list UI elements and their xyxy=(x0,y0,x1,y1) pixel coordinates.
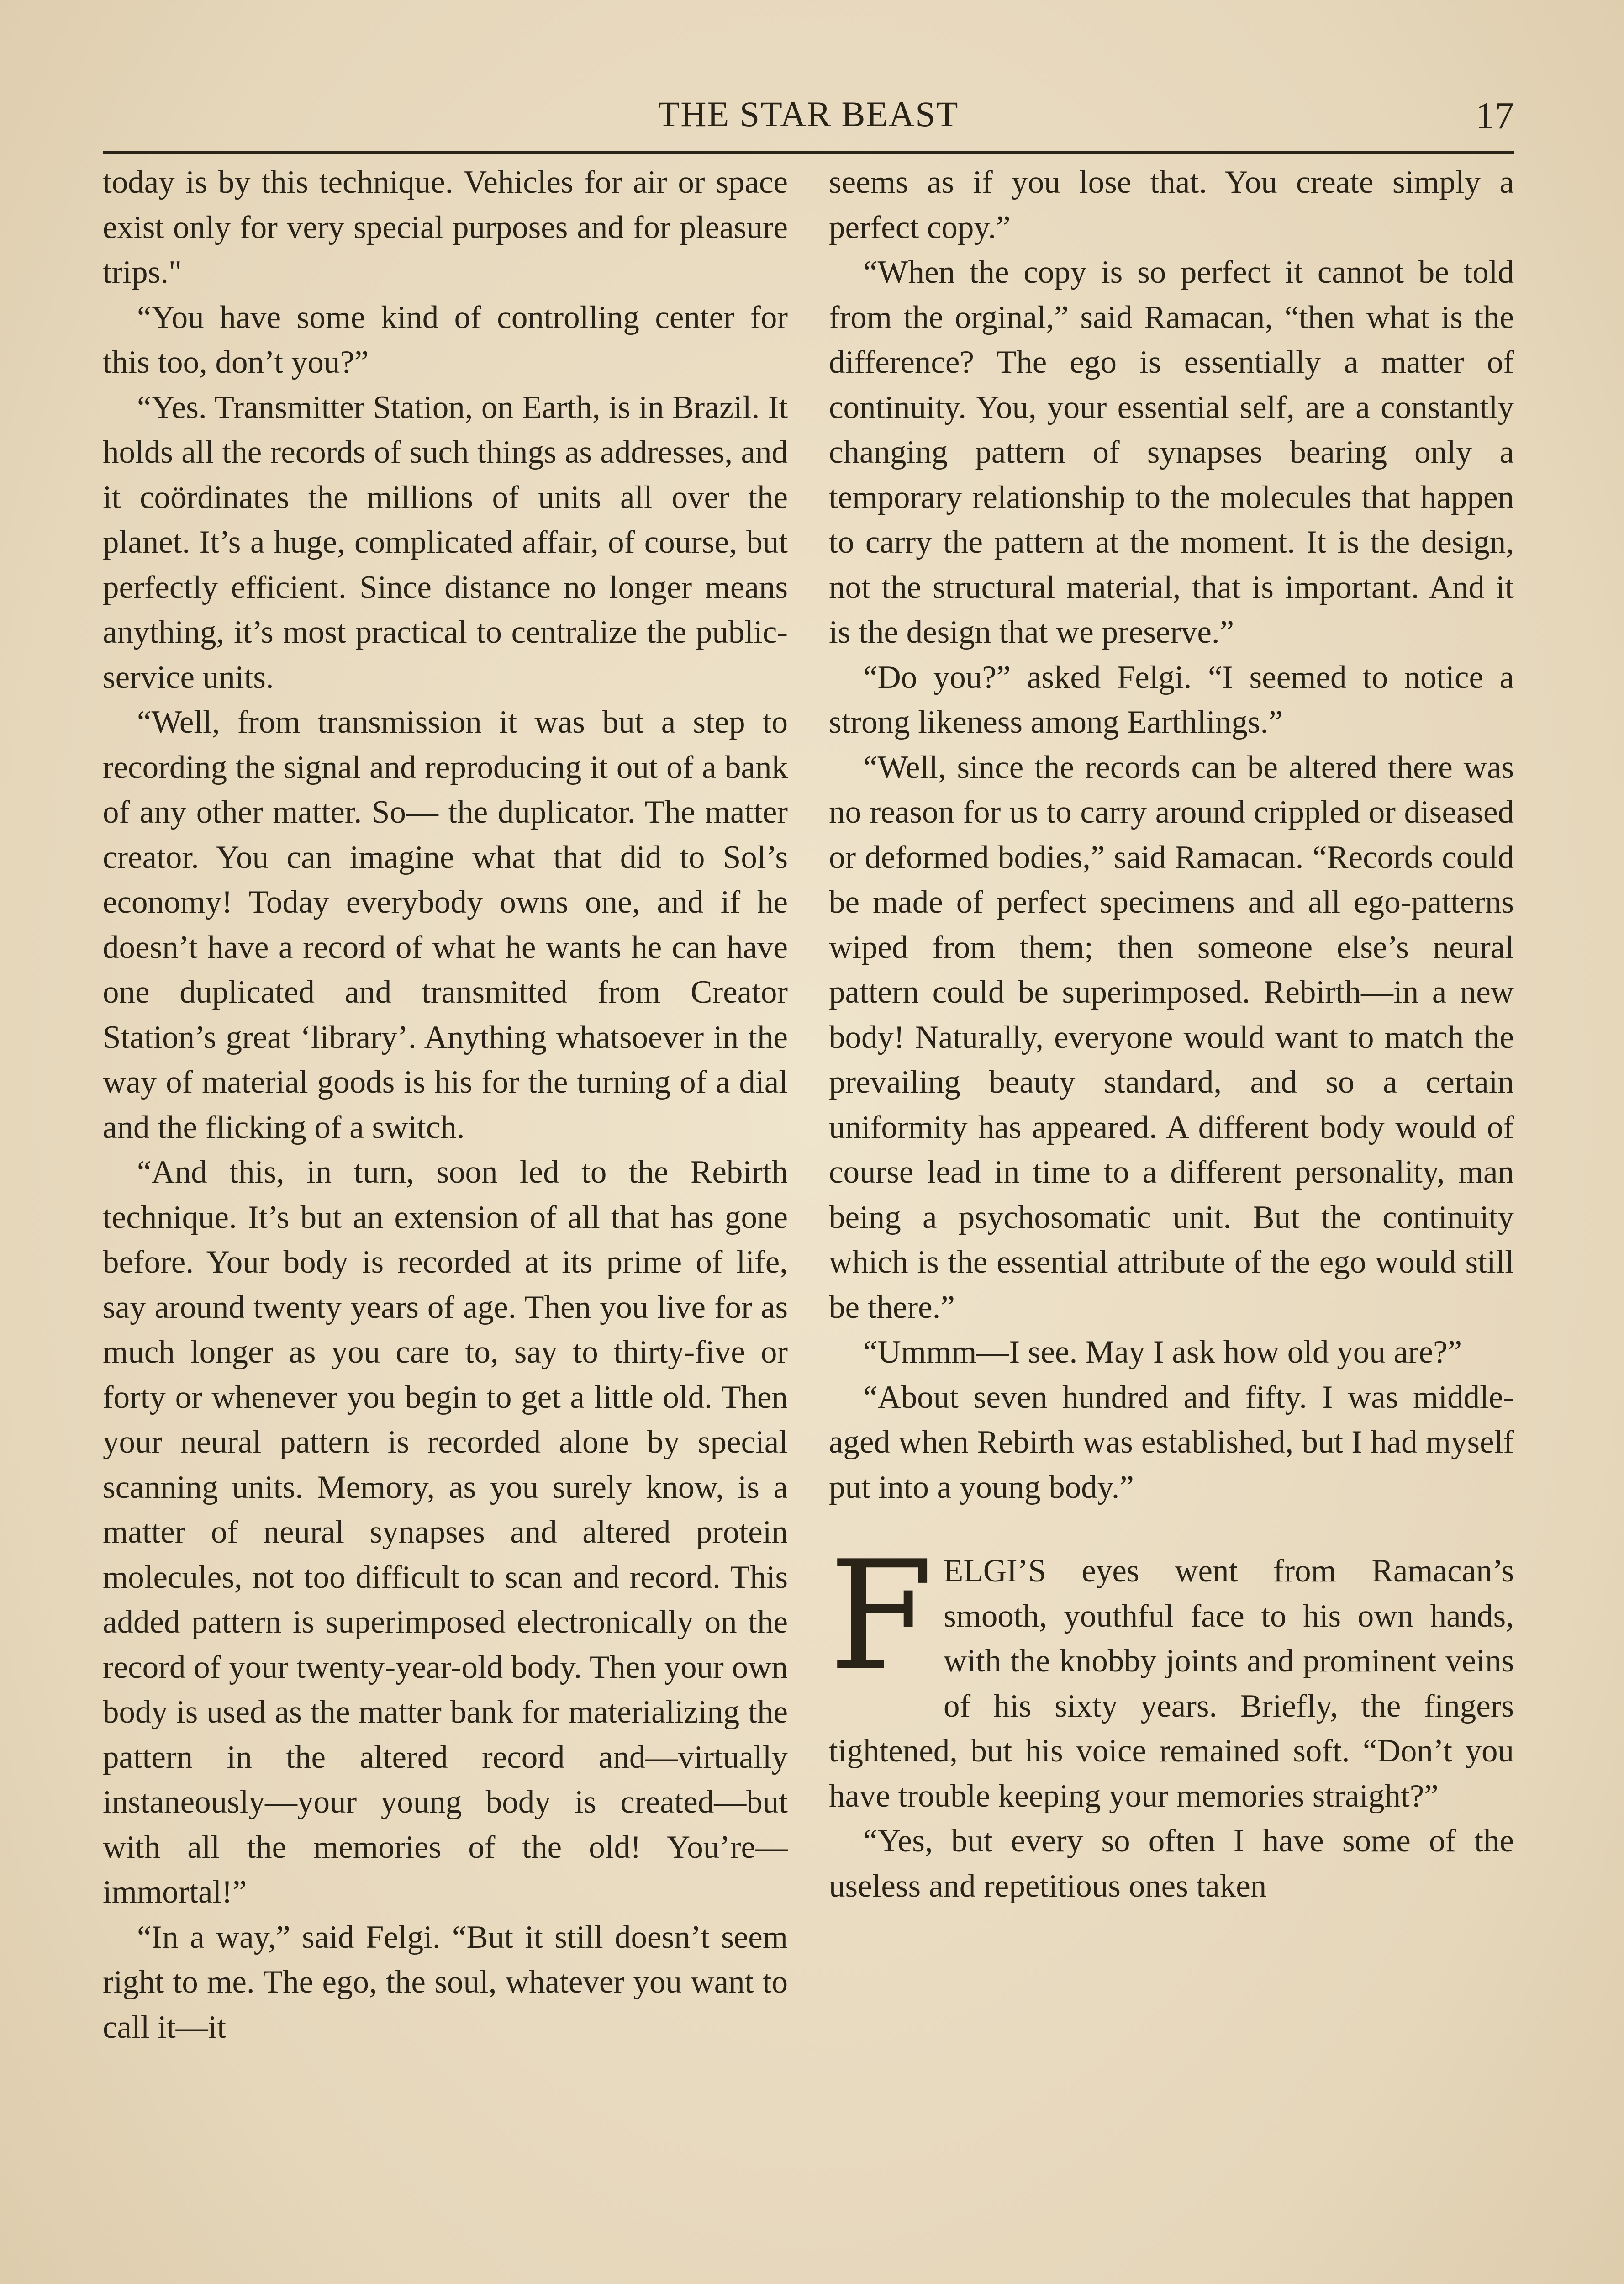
page-number: 17 xyxy=(1476,95,1514,137)
paragraph: “You have some kind of controlling center for this too, don’t you?” xyxy=(103,299,788,380)
paragraph: seems as if you lose that. You create simply a perfect copy.” xyxy=(829,164,1514,245)
paragraph: today is by this technique. Vehicles for air or space exist only for very special purposes and for pleasure trips." xyxy=(103,164,788,290)
running-title: THE STAR BEAST xyxy=(658,94,959,134)
right-column xyxy=(829,160,1514,2284)
page-header xyxy=(103,94,1514,148)
left-column xyxy=(103,160,788,2284)
paragraph: “And this, in turn, soon led to the Rebirth technique. It’s but an extension of all that has gone before. Your body is recorded at its prime of life, say around twenty years of age. Then you live for as much longer as you care to, say to thirty-five or forty or whenever you begin to get a little old. Then your neural pattern is recorded alone by special scanning units. Memory, as you surely know, is a matter of neural synapses and altered protein molecules, not too difficult to scan and record. This added pattern is superimposed electronically on the record of your twenty-year-old body. Then your own body is used as the matter bank for materializing the pattern in the altered record and—virtually instaneously—your young body is created—but with all the memories of the old! You’re—immortal!” xyxy=(103,1154,788,1910)
paragraph: “Yes. Transmitter Station, on Earth, is in Brazil. It holds all the records of such things as addresses, and it coördinates the millions of units all over the planet. It’s a huge, complicated affair, of course, but perfectly efficient. Since distance no longer means anything, it’s most practical to centralize the public-service units. xyxy=(103,389,788,695)
dropcap-paragraph xyxy=(829,1528,1514,1819)
paragraph: “Well, from transmission it was but a step to recording the signal and reproducing it out of a bank of any other matter. So— the duplicator. The matter creator. You can imagine what that did to Sol’s economy! Today everybody owns one, and if he doesn’t have a record of what he wants he can have one duplicated and transmitted from Creator Station’s great ‘library’. Anything whatsoever in the way of material goods is his for the turning of a dial and the flicking of a switch. xyxy=(103,704,788,1145)
paragraph: “About seven hundred and fifty. I was middle-aged when Rebirth was established, but I had myself put into a young body.” xyxy=(829,1379,1514,1505)
dropcap-paragraph-text: ELGI’S eyes went from Ramacan’s smooth, youthful face to his own hands, with the knobby joints and prominent veins of his sixty years. Briefly, the fingers tightened, but his voice remained soft. “Don’t you have trouble keeping your memories straight?” xyxy=(829,1553,1514,1814)
paragraph: “When the copy is so perfect it cannot be told from the orginal,” said Ramacan, “then what is the difference? The ego is essentially a matter of continuity. You, your essential self, are a constantly changing pattern of synapses bearing only a temporary relationship to the molecules that happen to carry the pattern at the moment. It is the design, not the structural material, that is important. And it is the design that we preserve.” xyxy=(829,254,1514,650)
paragraph: “In a way,” said Felgi. “But it still doesn’t seem right to me. The ego, the soul, whatever you want to call it—it xyxy=(103,1919,788,2045)
drop-cap-initial: F xyxy=(829,1528,933,1704)
paragraph: “Yes, but every so often I have some of the useless and repetitious ones taken xyxy=(829,1823,1514,1904)
paragraph: “Do you?” asked Felgi. “I seemed to notice a strong likeness among Earthlings.” xyxy=(829,659,1514,740)
header-rule xyxy=(103,151,1514,154)
paragraph: “Ummm—I see. May I ask how old you are?” xyxy=(863,1334,1462,1370)
paragraph: “Well, since the records can be altered there was no reason for us to carry around crippled or diseased or deformed bodies,” said Ramacan. “Records could be made of perfect specimens and all ego-patterns wiped from them; then someone else’s neural pattern could be superimposed. Rebirth—in a new body! Naturally, everyone would want to match the prevailing beauty standard, and so a certain uniformity has appeared. A different body would of course lead in time to a different personality, man being a psychosomatic unit. But the continuity which is the essential attribute of the ego would still be there.” xyxy=(829,749,1514,1325)
